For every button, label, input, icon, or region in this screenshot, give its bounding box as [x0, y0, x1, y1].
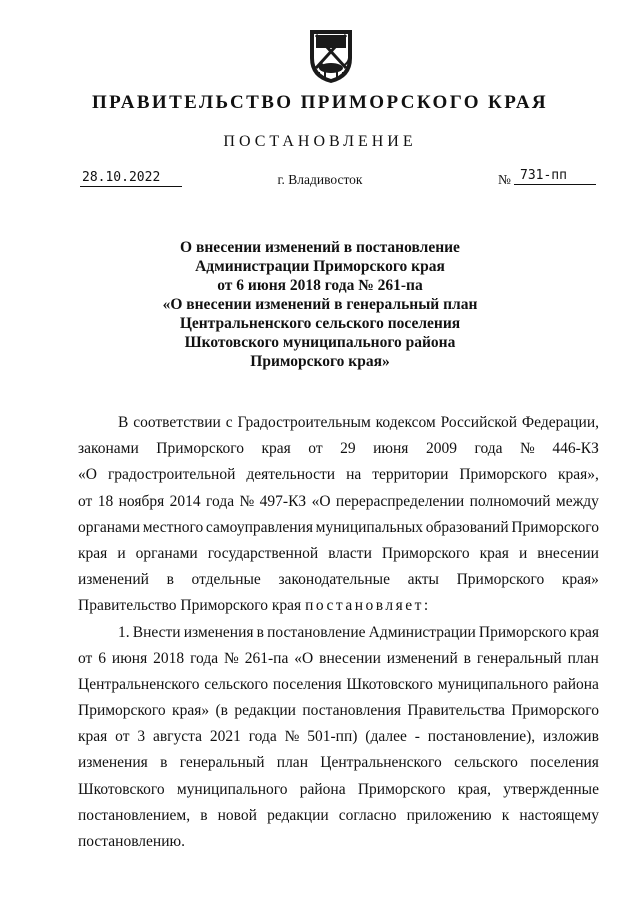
word: года [248, 728, 277, 746]
word: в [160, 754, 168, 772]
word: сельского [454, 754, 518, 772]
text-line [78, 777, 599, 803]
word: Правительства [407, 702, 505, 720]
word: постановление), [427, 728, 536, 746]
title-line: «О внесении изменений в генеральный план [162, 296, 478, 313]
word: от [115, 728, 130, 746]
word: края [261, 440, 291, 458]
word: акты [407, 571, 439, 589]
word: 2009 [425, 440, 457, 458]
word: июня [111, 649, 148, 667]
word: приложению [406, 806, 492, 824]
resolution-subject: Правительство Приморского края [78, 597, 306, 615]
word: изменения [78, 754, 148, 772]
word: редакции [234, 702, 296, 720]
word: план [276, 754, 308, 772]
word: края [78, 544, 108, 562]
word: власти [328, 544, 372, 562]
word: изменений [386, 649, 458, 667]
word: и [518, 544, 528, 562]
word: и [117, 544, 126, 562]
text-line [78, 541, 599, 567]
word: территории [372, 466, 449, 484]
organization-name: ПРАВИТЕЛЬСТВО ПРИМОРСКОГО КРАЯ [91, 92, 549, 113]
word: Шкотовского [78, 780, 165, 798]
document-date: 28.10.2022 [80, 170, 182, 187]
title-line: Приморского края» [250, 353, 390, 370]
word: 2021 [209, 728, 241, 746]
word: Приморского [156, 440, 244, 458]
word: Центральненского [78, 675, 200, 693]
word: утвержденные [503, 780, 599, 798]
word: поселения [530, 754, 599, 772]
word: района [553, 675, 599, 693]
text-line [78, 829, 599, 855]
word: (далее [365, 728, 407, 746]
word: муниципального [437, 675, 549, 693]
word: отдельные [191, 571, 261, 589]
word: района [299, 780, 346, 798]
word: муниципальных [315, 518, 423, 536]
word: Приморского [511, 702, 599, 720]
word: между [555, 492, 599, 510]
word: Центральненского [320, 754, 442, 772]
word: Приморского [78, 702, 166, 720]
text-line [78, 750, 599, 776]
word: редакции [267, 806, 329, 824]
word: деятельности [246, 466, 336, 484]
word: края» [561, 571, 599, 589]
word: постановлением, [78, 806, 191, 824]
word: изменений [78, 571, 149, 589]
word: государственной [207, 544, 319, 562]
title-line: от 6 июня 2018 года № 261-па [217, 277, 423, 294]
word: № [520, 440, 535, 458]
text-line [78, 489, 599, 515]
word: Приморского [478, 623, 567, 641]
word: 2014 [169, 492, 201, 510]
word: от [308, 440, 323, 458]
word: Шкотовского [346, 675, 433, 693]
paragraph-end: постановлению. [78, 833, 185, 850]
word: новой [217, 806, 257, 824]
title-line: О внесении изменений в постановление [180, 239, 460, 256]
word: план [567, 649, 599, 667]
word: внесении [319, 649, 381, 667]
word: к [501, 806, 510, 824]
word: июня [373, 440, 409, 458]
word: в [200, 806, 208, 824]
word: внесении [537, 544, 599, 562]
word: на [346, 466, 362, 484]
word: края, [457, 780, 491, 798]
word: «О [78, 466, 97, 484]
title-line: Шкотовского муниципального района [184, 334, 456, 351]
number-sign: № [498, 172, 511, 187]
document-city: г. Владивосток [277, 172, 363, 187]
word: в [256, 623, 264, 641]
word: «О [294, 649, 314, 667]
word: 2018 [153, 649, 185, 667]
word: Градостроительным [237, 414, 371, 431]
word: соответствии [133, 414, 221, 431]
word: (в [215, 702, 228, 720]
text-line [78, 672, 599, 698]
coat-of-arms-icon [300, 28, 362, 84]
text-line [78, 410, 599, 436]
word: края [569, 623, 599, 641]
word: Приморского [511, 518, 599, 536]
word: Приморского [357, 780, 446, 798]
text-line [78, 698, 599, 724]
word: - [414, 728, 420, 746]
title-line: Администрации Приморского края [195, 258, 445, 275]
word: Администрации [368, 623, 476, 641]
word: края» [172, 702, 210, 720]
word: законодательные [278, 571, 390, 589]
document-type: ПОСТАНОВЛЕНИЕ [223, 133, 417, 150]
paragraph-2 [78, 620, 599, 856]
word: края [479, 544, 509, 562]
word: изложив [543, 728, 599, 746]
word: перераспределении [335, 492, 465, 510]
word: в [463, 649, 471, 667]
word: градостроительной [107, 466, 236, 484]
word: муниципального [176, 780, 288, 798]
word: ноября [118, 492, 165, 510]
word: от [78, 649, 93, 667]
word: года [474, 440, 503, 458]
word: изменения [183, 623, 254, 641]
word: года [206, 492, 235, 510]
text-line [78, 803, 599, 829]
word: поселения [272, 675, 342, 693]
text-line [78, 620, 599, 646]
word: 501-пп) [307, 728, 358, 746]
word: постановления [302, 702, 402, 720]
word: местного [142, 518, 204, 536]
word: сельского [204, 675, 269, 693]
title-line: Центральненского сельского поселения [179, 315, 461, 332]
word: законами [78, 440, 139, 458]
word: 261-па [244, 649, 289, 667]
word: 497-КЗ [259, 492, 307, 510]
paragraph-1 [78, 410, 599, 620]
word: № [224, 649, 239, 667]
word: «О [311, 492, 331, 510]
text-line [78, 462, 599, 488]
word: Приморского [459, 466, 548, 484]
text-line [78, 436, 599, 462]
word: № [284, 728, 300, 746]
word: № [239, 492, 255, 510]
word: края [78, 728, 108, 746]
word: 446-КЗ [552, 440, 599, 458]
word: Федерации, [521, 414, 599, 431]
word: полномочий [469, 492, 551, 510]
word: Внести [132, 623, 181, 641]
word: согласно [338, 806, 397, 824]
document-body [78, 410, 599, 855]
word: органами [78, 518, 141, 536]
word: с [225, 414, 233, 431]
word: 6 [98, 649, 106, 667]
text-line [78, 515, 599, 541]
word: органами [135, 544, 198, 562]
word: 29 [340, 440, 356, 458]
word: настоящему [519, 806, 599, 824]
word: края», [558, 466, 599, 484]
word: Приморского [381, 544, 470, 562]
word: в [166, 571, 174, 589]
word: от [78, 492, 93, 510]
text-line [78, 567, 599, 593]
word: Российской [440, 414, 518, 431]
word: 18 [97, 492, 114, 510]
text-line [78, 646, 599, 672]
resolution-verb: постановляет: [305, 597, 431, 615]
word: Приморского [456, 571, 545, 589]
text-line [78, 724, 599, 750]
text-line [78, 593, 599, 619]
word: образований [425, 518, 509, 536]
word: В [118, 414, 129, 431]
document-number: 731-пп [514, 168, 596, 185]
word: 1. [118, 623, 130, 641]
word: 3 [137, 728, 146, 746]
word: августа [152, 728, 202, 746]
document-title [100, 238, 540, 371]
word: генеральный [179, 754, 265, 772]
word: года [190, 649, 219, 667]
word: самоуправления [205, 518, 313, 536]
word: постановление [267, 623, 366, 641]
word: кодексом [375, 414, 436, 431]
word: генеральный [476, 649, 562, 667]
